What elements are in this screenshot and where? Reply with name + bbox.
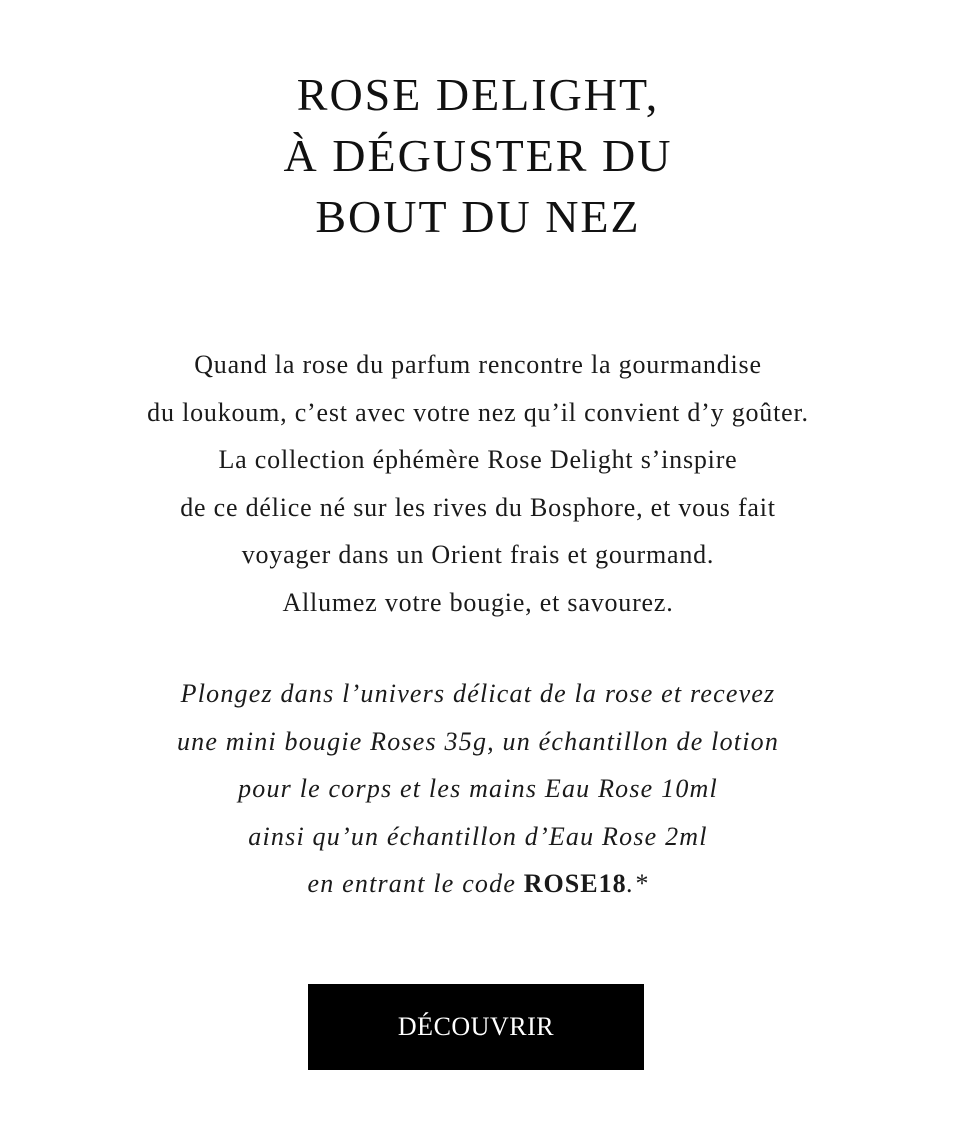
offer-paragraph [0,670,956,908]
headline-line-3: BOUT DU NEZ [315,191,641,242]
offer-code-line [0,860,956,908]
discover-button[interactable]: DÉCOUVRIR [308,984,644,1070]
page-title [0,64,956,247]
offer-code-suffix: .* [626,869,649,898]
offer-line: pour le corps et les mains Eau Rose 10ml [238,774,718,803]
intro-line: de ce délice né sur les rives du Bosphore, et vous fait [180,492,776,522]
offer-line: Plongez dans l’univers délicat de la rose et recevez [180,679,776,708]
promo-code: ROSE18 [523,869,627,898]
intro-line: voyager dans un Orient frais et gourmand. [241,540,715,569]
intro-line: Allumez votre bougie, et savourez. [282,587,674,617]
intro-line: du loukoum, c’est avec votre nez qu’il convient d’y goûter. [147,397,809,427]
intro-line: La collection éphémère Rose Delight s’inspire [218,445,738,474]
offer-line: ainsi qu’un échantillon d’Eau Rose 2ml [248,821,708,851]
offer-line: une mini bougie Roses 35g, un échantillon de lotion [176,726,780,756]
intro-line: Quand la rose du parfum rencontre la gourmandise [194,350,762,379]
intro-paragraph [0,341,956,626]
headline-line-2: À DÉGUSTER DU [283,130,673,181]
offer-code-prefix: en entrant le code [307,869,524,898]
headline-line-1: ROSE DELIGHT, [296,69,660,120]
